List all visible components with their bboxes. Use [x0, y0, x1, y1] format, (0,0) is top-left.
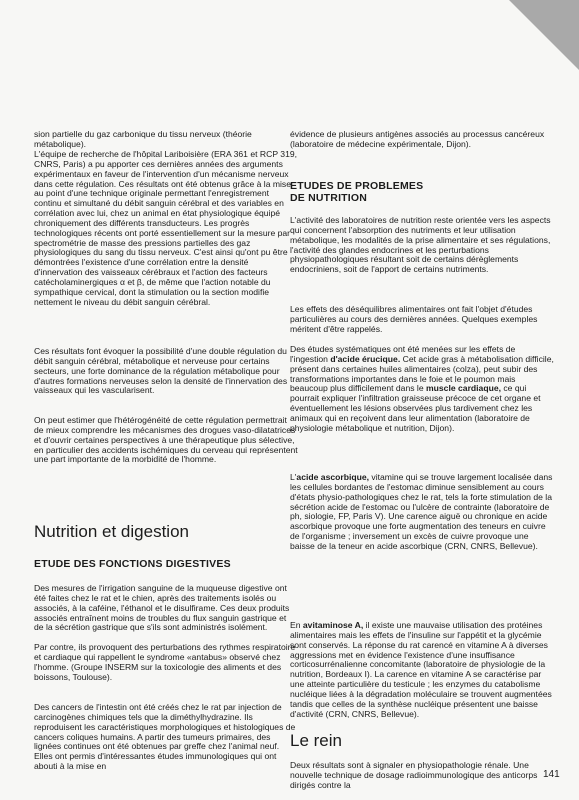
- left-paragraph-1: sion partielle du gaz carbonique du tissu nerveux (théorie métabolique).: [34, 129, 252, 149]
- left-paragraph-4: On peut estimer que l'hétérogénéité de cette régulation permettrait de mieux comprendre les mécanismes des drogues vaso-dilatatrices et d'ouvrir certaines perspectives à une thérapeutique plus sélective, en particulier des accidents ischémiques du cerveau qui représentent une part importante de la morbidité de l'homme.: [34, 415, 298, 465]
- right-paragraph-4: [290, 345, 554, 473]
- acide-erucique-highlight: d'acide érucique.: [330, 353, 401, 364]
- p6-text-c: il existe une mauvaise utilisation des protéines alimentaires mais les effets de l'insuline sur l'appétit et la glycémie sont conservés. La réponse du rat carencé en vitamine A à diverses aggressions met en évidence l'existence d'une insuffisance corticosurrénalienne concomitante (laboratoire de physiologie de la nutrition, Bordeaux I). La carence en vitamine A se caractérise par une atteinte particulière du testicule ; les enzymes du catabolisme nucléique liées à la dégradation moléculaire se trouvent augmentées tandis que celles de la synthèse nucléique présentent une baisse d'activité (CRN, CNRS, Bellevue).: [290, 620, 552, 719]
- right-paragraph-1: évidence de plusieurs antigènes associés au processus cancéreux (laboratoire de médecine expérimentale, Dijon).: [290, 129, 545, 149]
- page-number: 141: [543, 769, 560, 780]
- p4-text-e: ce qui pourrait expliquer l'infiltration graisseuse précoce de cet organe et éventuellement les lésions observées plus tardivement chez les animaux qui en reçoivent dans leur alimentation (laboratoire de physiologie métabolique et nutrition, Dijon).: [290, 383, 541, 433]
- p6-text-a: En: [290, 620, 303, 630]
- left-paragraph-3: Ces résultats font évoquer la possibilité d'une double régulation du débit sanguin cérébral, métabolique et nerveuse pour certains secteurs, une forte dominance de la régulation métabolique pour d'autres formations nerveuses selon la densité de l'innervation des vaisseaux qui les vascularisent.: [34, 346, 288, 396]
- section-title-nutrition: Nutrition et digestion: [34, 522, 189, 541]
- left-paragraph-7: Des cancers de l'intestin ont été créés chez le rat par injection de carcinogènes chimiques tels que la diméthylhydrazine. Ils reproduisent les caractéristiques morphologiques et histologiques de cancers coliques humains. A partir des tumeurs primaires, des lignées continues ont été obtenues par greffe chez l'animal neuf. Elles ont permis d'intéressantes études immunologiques qui ont abouti à la mise en: [34, 702, 296, 772]
- p5-text-a: L': [290, 472, 297, 482]
- left-column: [34, 130, 298, 772]
- left-paragraph-2: L'équipe de recherche de l'hôpital Lariboisière (ERA 361 et RCP 319, CNRS, Paris) a pu apporter ces dernières années des arguments expérimentaux en faveur de l'intervention d'un mécanisme nerveux dans cette régulation. Ces résultats ont été obtenus grâce à la mise au point d'une technique originale permettant l'enregistrement continu et simultané du débit sanguin cérébral et des variables en corrélation avec lui, chez un animal en état physiologique équipé chroniquement des différents transducteurs. Les progrès technologiques récents ont porté essentiellement sur la mesure par spectrométrie de masse des pressions partielles des gaz physiologiques du sang du tissu nerveux. C'est ainsi qu'ont pu être démontrées l'existence d'une corrélation entre la densité d'innervation des vaisseaux cérébraux et l'action des facteurs catécholaminergiques α et β, de même que l'action notable du sympathique cervical, dont la stimulation ou la section modifie nettement le niveau du débit sanguin cérébral.: [34, 149, 298, 307]
- right-column: [290, 130, 554, 791]
- page-corner-fold: [509, 0, 579, 70]
- acide-ascorbique-highlight: acide ascorbique,: [296, 472, 370, 482]
- left-paragraph-5: Des mesures de l'irrigation sanguine de la muqueuse digestive ont été faites chez le rat et le chien, après des traitements isolés ou associés, à la caféine, l'éthanol et le disulfirame. Ces deux produits associés entraînent moins de troubles du flux sanguin gastrique et de la sécrétion gastrique que s'ils sont administrés isolément.: [34, 583, 290, 633]
- right-paragraph-5: [290, 473, 554, 621]
- left-paragraph-6: Par contre, ils provoquent des perturbations des rythmes respiratoire et cardiaque qui rappellent le syndrome «antabus» observé chez l'homme. (Groupe INSERM sur la toxicologie des aliments et des boissons, Toulouse).: [34, 642, 296, 682]
- avitaminose-a-highlight: avitaminose A,: [302, 620, 364, 630]
- right-paragraph-7: Deux résultats sont à signaler en physiopathologie rénale. Une nouvelle technique de dosage radioimmunologique des anticorps dirigés contre la: [290, 760, 538, 791]
- right-paragraph-6: [290, 621, 554, 719]
- right-paragraph-3: Les effets des déséquilibres alimentaires ont fait l'objet d'études particulières au cours des dernières années. Quelques exemples méritent d'être rappelés.: [290, 304, 538, 334]
- p4-text-a: Des études systématiques ont été menées sur les effets de l'ingestion: [290, 344, 516, 364]
- p5-text-c: vitamine qui se trouve largement localisée dans les cellules bordantes de l'estomac diminue sensiblement au cours d'états physio-pathologiques chez le rat, tels la forte stimulation de la sécrétion acide de l'estomac ou l'ulcère de contrainte (laboratoire de ph, siologie, FP, Paris V). Une carence aiguë ou chronique en acide ascorbique provoque une forte augmentation des teneurs en cuivre de l'organisme ; inversement un excès de cuivre provoque une baisse de la teneur en acide ascorbique (CRN, CNRS, Bellevue).: [290, 472, 553, 551]
- subheading-digestive: ETUDE DES FONCTIONS DIGESTIVES: [34, 558, 231, 570]
- p4-text-c: Cet acide gras à métabolisation difficile, présent dans certaines huiles alimentaires (colza), peut subir des transformations importantes dans le foie et le poumon mais beaucoup plus difficilement dans le: [290, 353, 554, 394]
- subheading-nutrition: ETUDES DE PROBLEMES DE NUTRITION: [290, 180, 424, 204]
- right-paragraph-2: L'activité des laboratoires de nutrition reste orientée vers les aspects qui concernent l'absorption des nutriments et leur utilisation métabolique, les modalités de la prise alimentaire et ses régulations, l'activité des glandes endocrines et les perturbations physiopathologiques résultant soit de certains dérèglements endocriniens, soit de l'apport de certains nutriments.: [290, 215, 551, 275]
- muscle-cardiaque-highlight: muscle cardiaque,: [426, 383, 501, 394]
- section-title-rein: Le rein: [290, 731, 342, 751]
